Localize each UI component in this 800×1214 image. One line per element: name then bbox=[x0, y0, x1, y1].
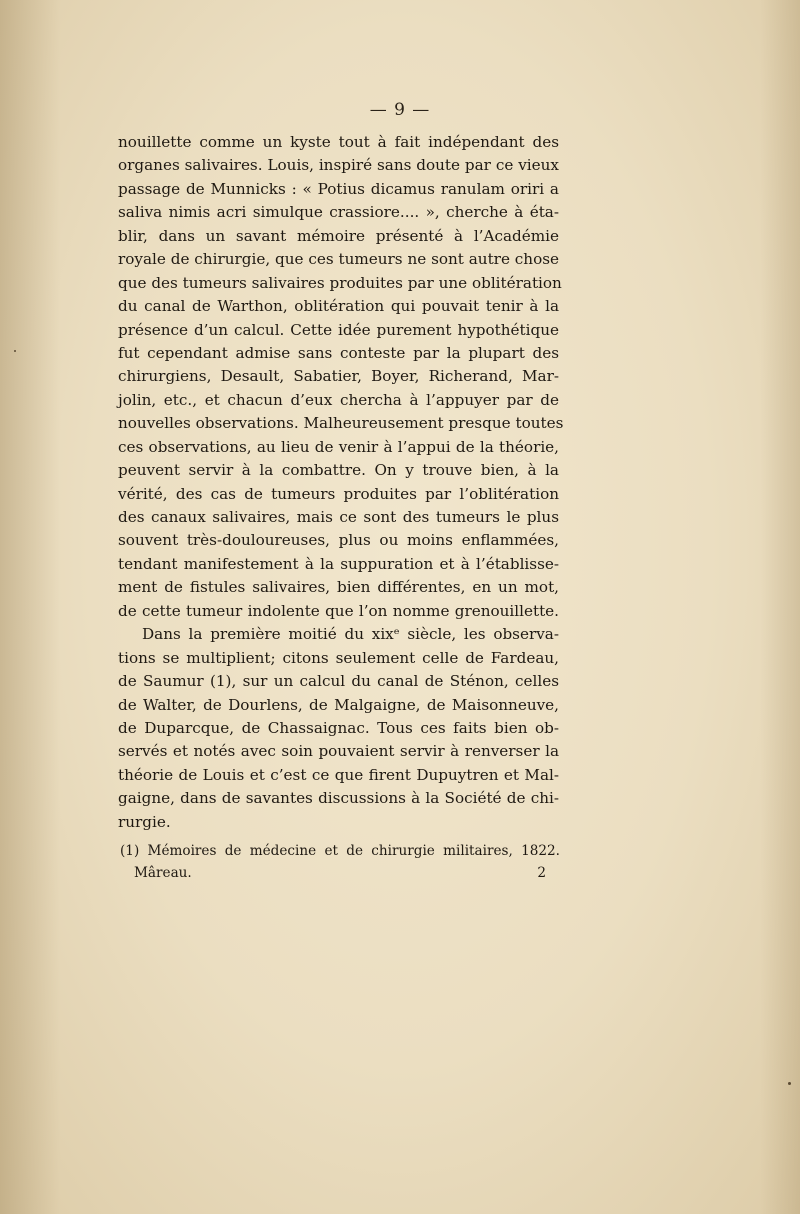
text-line: tions se multiplient; citons seulement celle de Fardeau, bbox=[118, 648, 559, 667]
text-line: que des tumeurs salivaires produites par une oblitération bbox=[118, 273, 562, 292]
body-text bbox=[118, 131, 564, 834]
page-shadow-right bbox=[760, 0, 800, 1214]
text-line: rurgie. bbox=[118, 812, 171, 831]
page-number: — 9 — bbox=[369, 100, 431, 120]
text-line: saliva nimis acri simulque crassiore.... », cherche à éta- bbox=[118, 203, 559, 222]
footnote-text: (1) Mémoires de médecine et de chirurgie militaires, 1822. bbox=[120, 843, 560, 859]
text-line: ment de fistules salivaires, bien différentes, en un mot, bbox=[118, 578, 559, 597]
text-line: gaigne, dans de savantes discussions à la Société de chi- bbox=[118, 789, 559, 808]
footnote bbox=[120, 840, 560, 884]
paper-speck bbox=[14, 350, 16, 352]
signature-mark: 2 bbox=[537, 865, 546, 881]
text-line: théorie de Louis et c’est ce que firent Dupuytren et Mal- bbox=[118, 765, 559, 784]
text-line: vérité, des cas de tumeurs produites par l’oblitération bbox=[118, 484, 559, 503]
text-line: de Saumur (1), sur un calcul du canal de Sténon, celles bbox=[118, 672, 559, 691]
text-line: chirurgiens, Desault, Sabatier, Boyer, Richerand, Mar- bbox=[118, 367, 559, 386]
text-line: nouillette comme un kyste tout à fait indépendant des bbox=[118, 133, 559, 151]
text-line: du canal de Warthon, oblitération qui pouvait tenir à la bbox=[118, 297, 559, 316]
text-line: de cette tumeur indolente que l’on nomme grenouillette. bbox=[118, 601, 559, 620]
text-line: blir, dans un savant mémoire présenté à l’Académie bbox=[118, 226, 559, 245]
text-line: royale de chirurgie, que ces tumeurs ne sont autre chose bbox=[118, 250, 559, 269]
text-line: peuvent servir à la combattre. On y trouve bien, à la bbox=[118, 461, 559, 480]
printer-signature: Mâreau. bbox=[134, 865, 192, 881]
footnote-signature-row bbox=[120, 862, 560, 884]
text-line: présence d’un calcul. Cette idée purement hypothétique bbox=[118, 320, 559, 339]
text-line: tendant manifestement à la suppuration et à l’établisse- bbox=[118, 554, 559, 573]
text-line: nouvelles observations. Malheureusement presque toutes bbox=[118, 414, 564, 433]
text-line: ces observations, au lieu de venir à l’appui de la théorie, bbox=[118, 437, 559, 456]
text-line: jolin, etc., et chacun d’eux chercha à l’appuyer par de bbox=[118, 390, 559, 409]
text-line: souvent très-douloureuses, plus ou moins enflammées, bbox=[118, 531, 559, 550]
text-line: passage de Munnicks : « Potius dicamus ranulam oriri a bbox=[118, 179, 559, 198]
text-line: organes salivaires. Louis, inspiré sans doute par ce vieux bbox=[118, 156, 559, 175]
text-line: fut cependant admise sans conteste par la plupart des bbox=[118, 343, 559, 362]
text-line: Dans la première moitié du xixᵉ siècle, les observa- bbox=[142, 625, 559, 644]
text-line: de Walter, de Dourlens, de Malgaigne, de Maisonneuve, bbox=[118, 695, 559, 714]
page-shadow-left bbox=[0, 0, 60, 1214]
paper-speck bbox=[788, 1082, 791, 1085]
text-line: de Duparcque, de Chassaignac. Tous ces faits bien ob- bbox=[118, 718, 559, 737]
text-line: des canaux salivaires, mais ce sont des tumeurs le plus bbox=[118, 508, 559, 526]
text-line: servés et notés avec soin pouvaient servir à renverser la bbox=[118, 742, 559, 761]
